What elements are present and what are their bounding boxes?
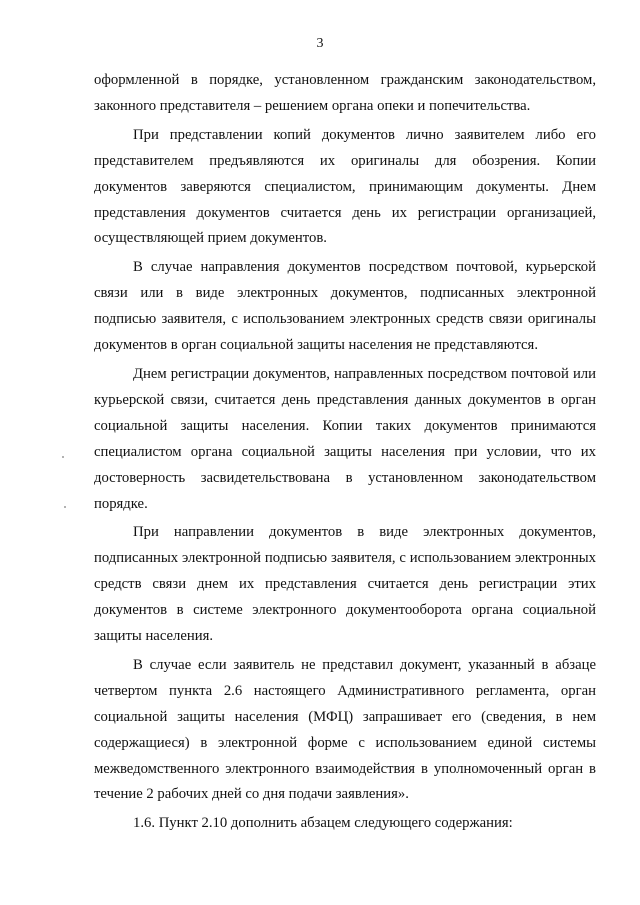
paragraph-5: При направлении документов в виде электронных документов, подписанных электронной подписью заявителя, с использованием электронных средств связи днем их представления считается день регистрации этих документов в системе электронного документооборота органа социальной защиты населения. bbox=[94, 524, 596, 645]
paragraph-3: В случае направления документов посредством почтовой, курьерской связи или в виде электронных документов, подписанных электронной подписью заявителя, с использованием электронных средств связи оригиналы документов в орган социальной защиты населения не представляются. bbox=[94, 259, 596, 354]
paragraph-4: Днем регистрации документов, направленных посредством почтовой или курьерской связи, считается день представления данных документов в орган социальной защиты населения. Копии таких документов принимаются специалистом органа социальной защиты населения при условии, что их достоверность засвидетельствована в установленном законодательством порядке. bbox=[94, 365, 596, 512]
scan-speck bbox=[64, 506, 66, 508]
scan-speck bbox=[62, 456, 64, 458]
paragraph-6: В случае если заявитель не представил документ, указанный в абзаце четвертом пункта 2.6 настоящего Административного регламента, орган социальной защиты населения (МФЦ) запрашивает его (сведения, в нем содержащиеся) в электронной форме с использованием единой системы межведомственного электронного взаимодействия в уполномоченный орган в течение 2 рабочих дней со дня подачи заявления». bbox=[94, 656, 596, 803]
paragraph-2: При представлении копий документов лично заявителем либо его представителем предъявляются их оригиналы для обозрения. Копии документов заверяются специалистом, принимающим документы. Днем представления документов считается день их регистрации организацией, осуществляющей прием документов. bbox=[94, 126, 596, 247]
paragraph-7: 1.6. Пункт 2.10 дополнить абзацем следующего содержания: bbox=[133, 815, 513, 832]
paragraph-1: оформленной в порядке, установленном гражданским законодательством, законного представителя – решением органа опеки и попечительства. bbox=[94, 72, 596, 114]
document-body bbox=[94, 68, 596, 837]
page-number: 3 bbox=[316, 36, 324, 51]
